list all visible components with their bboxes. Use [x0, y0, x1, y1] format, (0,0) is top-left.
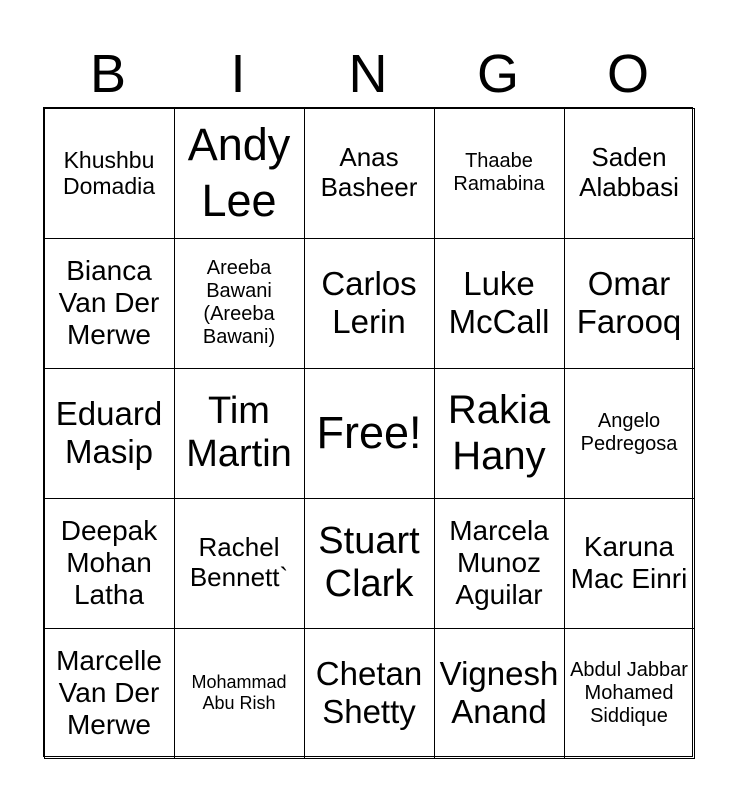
bingo-cell[interactable]: Thaabe Ramabina	[434, 108, 565, 239]
bingo-cell[interactable]: Karuna Mac Einri	[564, 498, 695, 629]
bingo-card-grid	[43, 107, 693, 757]
header-letter-o: O	[606, 44, 649, 104]
bingo-cell[interactable]: Vignesh Anand	[434, 628, 565, 759]
bingo-cell[interactable]: Luke McCall	[434, 238, 565, 369]
bingo-cell[interactable]: Rakia Hany	[434, 368, 565, 499]
header-letter-n: N	[348, 44, 388, 104]
bingo-cell[interactable]: Abdul Jabbar Mohamed Siddique	[564, 628, 695, 759]
bingo-cell[interactable]: Saden Alabbasi	[564, 108, 695, 239]
bingo-cell[interactable]: Marcela Munoz Aguilar	[434, 498, 565, 629]
bingo-cell[interactable]: Carlos Lerin	[304, 238, 435, 369]
bingo-cell[interactable]: Tim Martin	[174, 368, 305, 499]
bingo-cell[interactable]: Rachel Bennett`	[174, 498, 305, 629]
bingo-cell[interactable]: Deepak Mohan Latha	[44, 498, 175, 629]
bingo-cell[interactable]: Areeba Bawani (Areeba Bawani)	[174, 238, 305, 369]
bingo-cell[interactable]: Mohammad Abu Rish	[174, 628, 305, 759]
bingo-cell[interactable]: Eduard Masip	[44, 368, 175, 499]
bingo-header	[43, 40, 693, 108]
header-letter-i: I	[230, 44, 246, 104]
bingo-cell[interactable]: Angelo Pedregosa	[564, 368, 695, 499]
bingo-cell[interactable]: Chetan Shetty	[304, 628, 435, 759]
bingo-cell[interactable]: Omar Farooq	[564, 238, 695, 369]
header-letter-b: B	[89, 44, 127, 104]
bingo-free-cell[interactable]: Free!	[304, 368, 435, 499]
header-letter-g: G	[476, 44, 519, 104]
bingo-cell[interactable]: Marcelle Van Der Merwe	[44, 628, 175, 759]
bingo-cell[interactable]: Anas Basheer	[304, 108, 435, 239]
bingo-cell[interactable]: Andy Lee	[174, 108, 305, 239]
bingo-cell[interactable]: Bianca Van Der Merwe	[44, 238, 175, 369]
bingo-cell[interactable]: Stuart Clark	[304, 498, 435, 629]
bingo-cell[interactable]: Khushbu Domadia	[44, 108, 175, 239]
